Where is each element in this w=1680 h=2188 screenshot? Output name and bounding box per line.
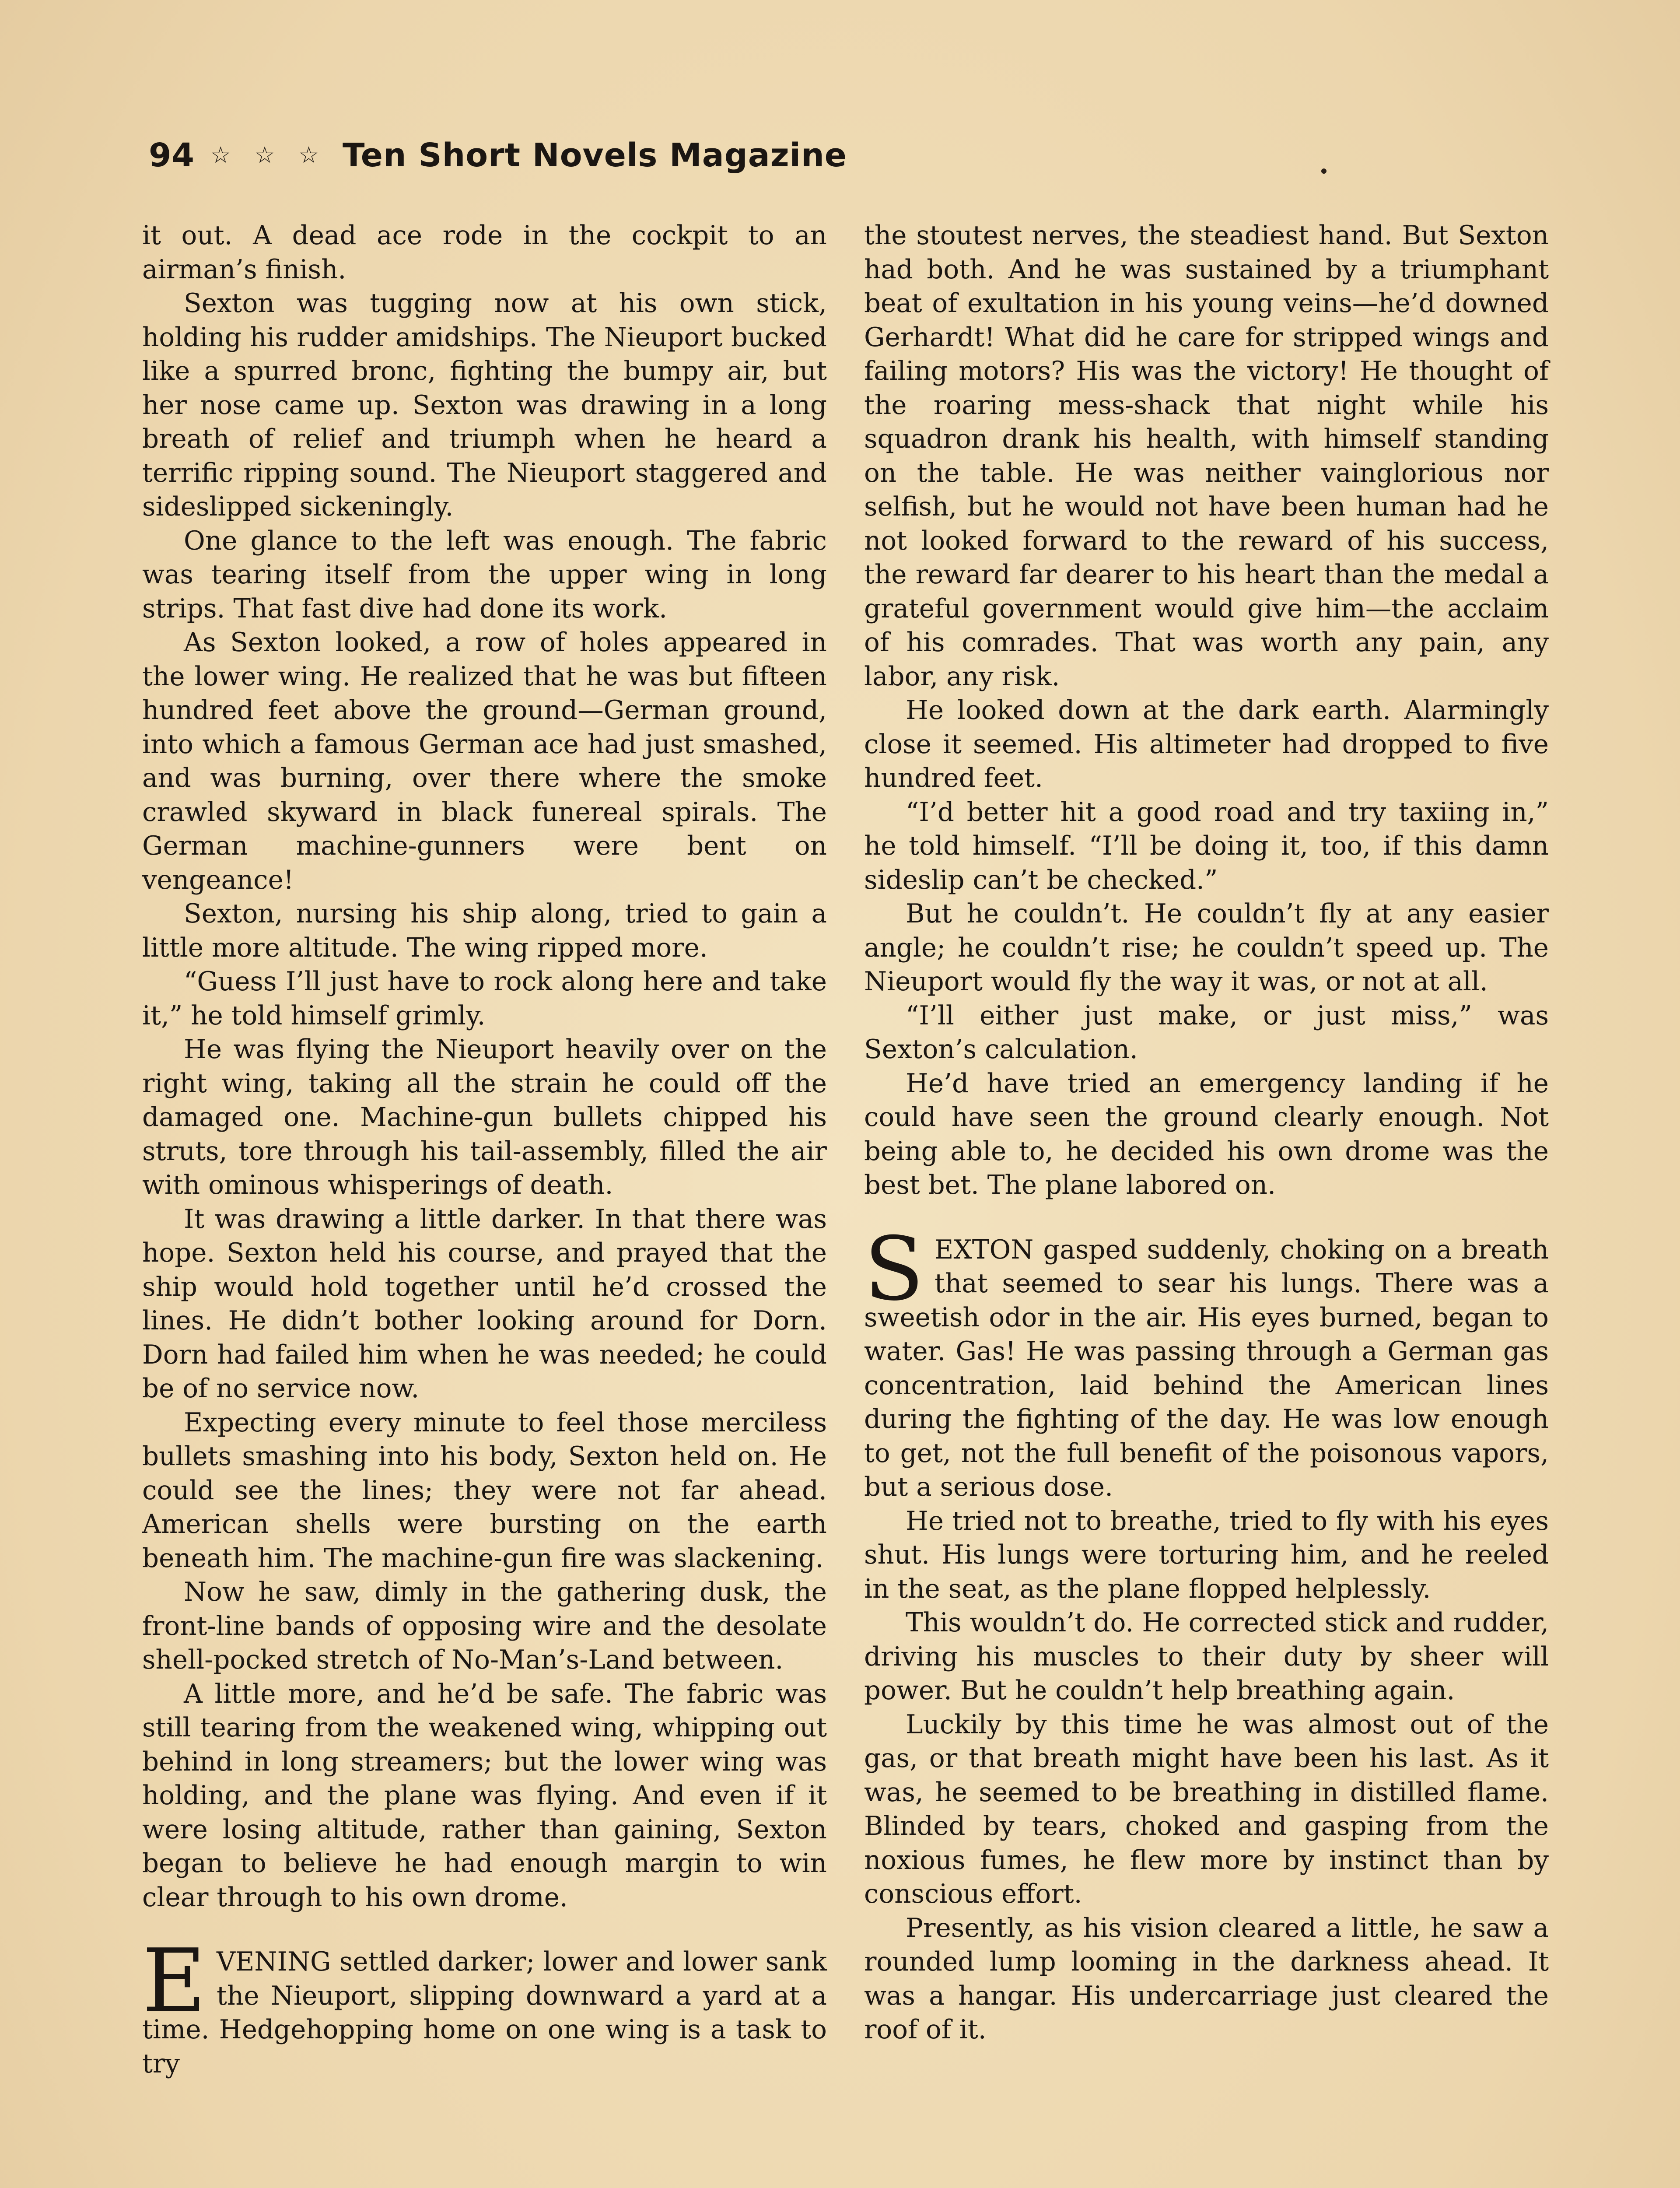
magazine-title: Ten Short Novels Magazine: [343, 137, 847, 174]
page-header: [149, 131, 847, 179]
paragraph: Expecting every minute to feel those merciless bullets smashing into his body, Sexton held on. He could see the lines; they were not far ahead. American shells were bursting on the earth beneath him. The machine-gun fire was slackening.: [142, 1407, 827, 1574]
paragraph: It was drawing a little darker. In that there was hope. Sexton held his course, and prayed that the ship would hold together until he’d crossed the lines. He didn’t bother looking around for Dorn. Dorn had failed him when he was needed; he could be of no service now.: [142, 1204, 827, 1404]
paragraph: But he couldn’t. He couldn’t fly at any easier angle; he couldn’t rise; he couldn’t speed up. The Nieuport would fly the way it was, or not at all.: [864, 899, 1549, 997]
paragraph: “I’ll either just make, or just miss,” was Sexton’s calculation.: [864, 1000, 1549, 1065]
paragraph: He was flying the Nieuport heavily over on the right wing, taking all the strain he could off the damaged one. Machine-gun bullets chipped his struts, tore through his tail-assembly, filled the air with ominous whisperings of death.: [142, 1034, 827, 1200]
drop-paragraph-text: VENING settled darker; lower and lower sank the Nieuport, slipping downward a yard at a time. Hedgehopping home on one wing is a task to try: [142, 1947, 827, 2079]
paragraph: As Sexton looked, a row of holes appeared in the lower wing. He realized that he was but fifteen hundred feet above the ground—German ground, into which a famous German ace had just smashed, and was burning, over there where the smoke crawled skyward in black funereal spirals. The German machine-gunners were bent on vengeance!: [142, 628, 827, 895]
left-column: [142, 219, 827, 2081]
paragraph: the stoutest nerves, the steadiest hand. But Sexton had both. And he was sustained by a triumphant beat of exultation in his young veins—he’d downed Gerhardt! What did he care for stripped wings and failing motors? His was the victory! He thought of the roaring mess-shack that night while his squadron drank his health, with himself standing on the table. He was neither vainglorious nor selfish, but he would not have been human had he not looked forward to the reward of his success, the reward far dearer to his heart than the medal a grateful government would give him—the acclaim of his comrades. That was worth any pain, any labor, any risk.: [864, 221, 1549, 692]
ink-speck: [1321, 168, 1326, 174]
paragraph: He looked down at the dark earth. Alarmingly close it seemed. His altimeter had dropped to five hundred feet.: [864, 695, 1549, 793]
paragraph: Luckily by this time he was almost out of the gas, or that breath might have been his last. As it was, he seemed to be breathing in distilled flame. Blinded by tears, choked and gasping from the noxious fumes, he flew more by instinct than by conscious effort.: [864, 1709, 1549, 1909]
paragraph: “I’d better hit a good road and try taxiing in,” he told himself. “I’ll be doing it, too, if this damn sideslip can’t be checked.”: [864, 797, 1549, 895]
paragraph: One glance to the left was enough. The fabric was tearing itself from the upper wing in long strips. That fast dive had done its work.: [142, 526, 827, 624]
paragraph: He’d have tried an emergency landing if he could have seen the ground clearly enough. Not being able to, he decided his own drome was the best bet. The plane labored on.: [864, 1068, 1549, 1200]
paragraph: Sexton was tugging now at his own stick, holding his rudder amidships. The Nieuport bucked like a spurred bronc, fighting the bumpy air, but her nose came up. Sexton was drawing in a long breath of relief and triumph when he heard a terrific ripping sound. The Nieuport staggered and sideslipped sickeningly.: [142, 288, 827, 522]
paragraph: Sexton, nursing his ship along, tried to gain a little more altitude. The wing ripped more.: [142, 899, 827, 963]
paragraph: “Guess I’ll just have to rock along here and take it,” he told himself grimly.: [142, 967, 827, 1031]
drop-cap: E: [142, 1930, 206, 2032]
paragraph: He tried not to breathe, tried to fly with his eyes shut. His lungs were torturing him, and he reeled in the seat, as the plane flopped helplessly.: [864, 1506, 1549, 1604]
paragraph: A little more, and he’d be safe. The fabric was still tearing from the weakened wing, whipping out behind in long streamers; but the lower wing was holding, and the plane was flying. And even if it were losing altitude, rather than gaining, Sexton began to believe he had enough margin to win clear through to his own drome.: [142, 1679, 827, 1913]
drop-cap: S: [864, 1218, 924, 1320]
right-column: [864, 219, 1549, 2047]
star-ornaments: ☆ ☆ ☆: [210, 142, 327, 168]
page-number: 94: [149, 137, 195, 174]
paragraph: This wouldn’t do. He corrected stick and rudder, driving his muscles to their duty by sheer will power. But he couldn’t help breathing again.: [864, 1608, 1549, 1706]
paragraph: Now he saw, dimly in the gathering dusk, the front-line bands of opposing wire and the desolate shell-pocked stretch of No-Man’s-Land between.: [142, 1577, 827, 1675]
paragraph: it out. A dead ace rode in the cockpit to an airman’s finish.: [142, 221, 827, 285]
drop-paragraph-text: EXTON gasped suddenly, choking on a breath that seemed to sear his lungs. There was a sweetish odor in the air. His eyes burned, began to water. Gas! He was passing through a German gas concentration, laid behind the American lines during the fighting of the day. He was low enough to get, not the full benefit of the poisonous vapors, but a serious dose.: [864, 1234, 1549, 1502]
section-opening-paragraph: [142, 1930, 827, 2081]
paragraph: Presently, as his vision cleared a little, he saw a rounded lump looming in the darkness ahead. It was a hangar. His undercarriage just cleared the roof of it.: [864, 1913, 1549, 2045]
section-opening-paragraph: [864, 1218, 1549, 1504]
